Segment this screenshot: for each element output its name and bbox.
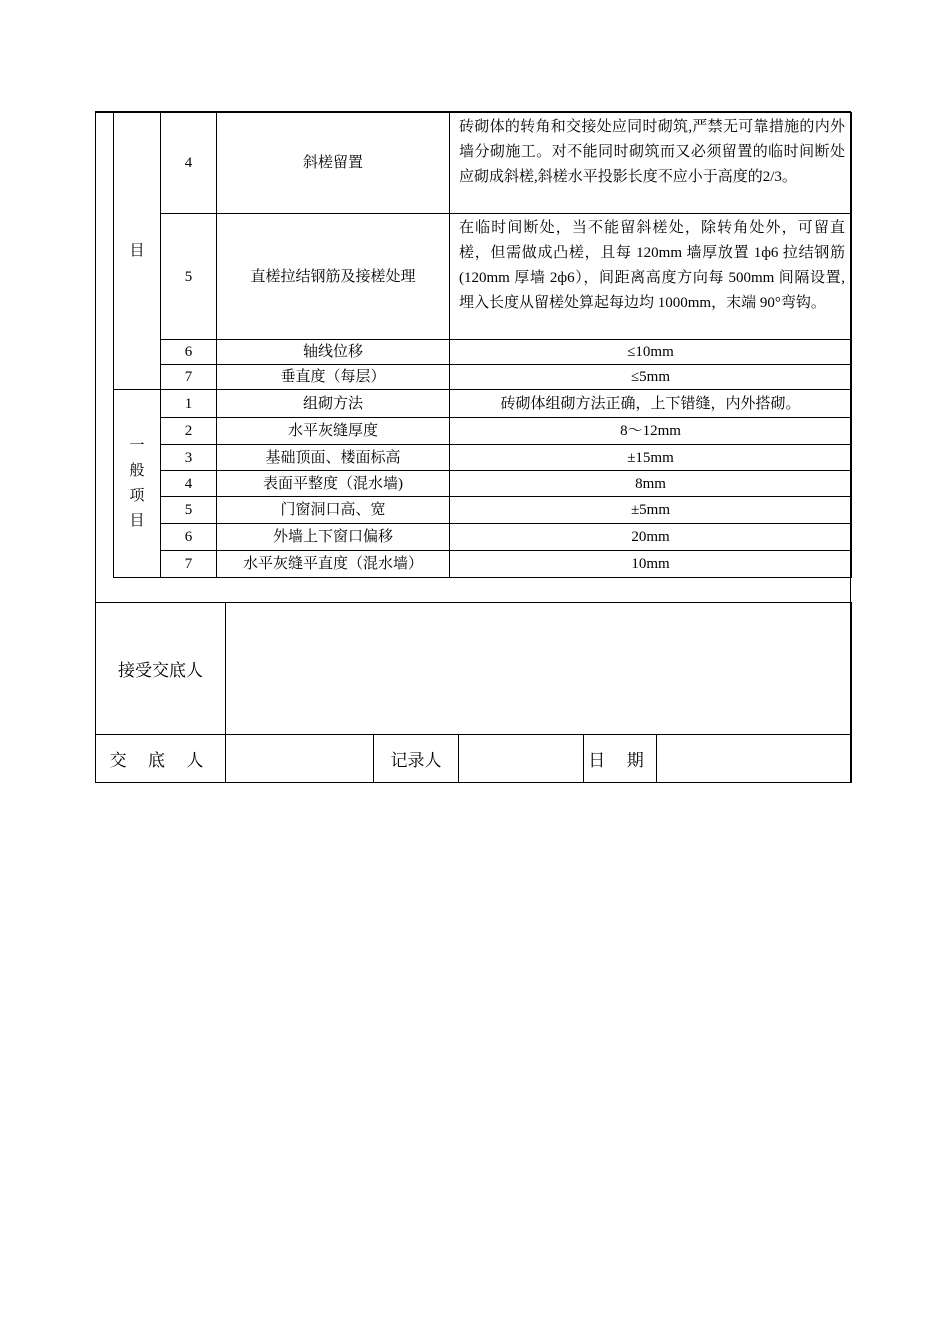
- table-row: [114, 113, 852, 214]
- table-row: [114, 340, 852, 365]
- item-requirement: ≤5mm: [450, 365, 852, 390]
- item-name: 轴线位移: [217, 340, 450, 365]
- row-number: 4: [161, 471, 217, 497]
- item-name: 直槎拉结钢筋及接槎处理: [217, 214, 450, 340]
- section-label-main: 目: [114, 113, 161, 390]
- recorder-field[interactable]: [459, 735, 584, 783]
- item-name: 水平灰缝平直度（混水墙）: [217, 551, 450, 578]
- row-number: 3: [161, 445, 217, 471]
- table-row: [114, 497, 852, 524]
- row-number: 6: [161, 524, 217, 551]
- item-requirement: ±15mm: [450, 445, 852, 471]
- item-name: 垂直度（每层）: [217, 365, 450, 390]
- item-name: 斜槎留置: [217, 113, 450, 214]
- row-number: 1: [161, 390, 217, 418]
- table-row: [114, 390, 852, 418]
- row-number: 2: [161, 418, 217, 445]
- table-row: [114, 551, 852, 578]
- item-name: 组砌方法: [217, 390, 450, 418]
- row-number: 5: [161, 497, 217, 524]
- section-label-general: 一 般 项 目: [114, 390, 161, 578]
- table-row: [114, 524, 852, 551]
- row-number: 5: [161, 214, 217, 340]
- item-name: 表面平整度（混水墙): [217, 471, 450, 497]
- inspection-table: [113, 112, 852, 578]
- date-field[interactable]: [657, 735, 852, 783]
- table-row: [114, 418, 852, 445]
- table-row: [114, 471, 852, 497]
- recorder-label: 记录人: [374, 735, 459, 783]
- item-requirement: 在临时间断处，当不能留斜槎处，除转角处外，可留直槎，但需做成凸槎，且每 120mm 墙厚放置 1ф6 拉结钢筋(120mm 厚墙 2ф6），间距离高度方向每 500mm 间隔设置,埋入长度从留槎处算起每边均 1000mm，末端 90°弯钩。: [450, 214, 852, 340]
- row-number: 6: [161, 340, 217, 365]
- signature-row: [96, 735, 852, 783]
- receiver-label: 接受交底人: [96, 603, 226, 735]
- item-requirement: 砖砌体组砌方法正确，上下错缝，内外搭砌。: [450, 390, 852, 418]
- receiver-row: [96, 603, 852, 735]
- presenter-field[interactable]: [226, 735, 374, 783]
- signoff-table: [95, 602, 852, 783]
- item-requirement: 10mm: [450, 551, 852, 578]
- table-row: [114, 365, 852, 390]
- item-name: 基础顶面、楼面标高: [217, 445, 450, 471]
- receiver-signature-field[interactable]: [226, 603, 852, 735]
- item-name: 水平灰缝厚度: [217, 418, 450, 445]
- item-requirement: 8mm: [450, 471, 852, 497]
- table-row: [114, 214, 852, 340]
- presenter-label: 交 底 人: [96, 735, 226, 783]
- item-requirement: ≤10mm: [450, 340, 852, 365]
- item-requirement: 砖砌体的转角和交接处应同时砌筑,严禁无可靠措施的内外墙分砌施工。对不能同时砌筑而又必须留置的临时间断处应砌成斜槎,斜槎水平投影长度不应小于高度的2/3。: [450, 113, 852, 214]
- item-requirement: 20mm: [450, 524, 852, 551]
- row-number: 7: [161, 551, 217, 578]
- item-name: 外墙上下窗口偏移: [217, 524, 450, 551]
- row-number: 7: [161, 365, 217, 390]
- item-requirement: 8～12mm: [450, 418, 852, 445]
- table-row: [114, 445, 852, 471]
- item-requirement: ±5mm: [450, 497, 852, 524]
- row-number: 4: [161, 113, 217, 214]
- item-name: 门窗洞口高、宽: [217, 497, 450, 524]
- date-label: 日 期: [584, 735, 657, 783]
